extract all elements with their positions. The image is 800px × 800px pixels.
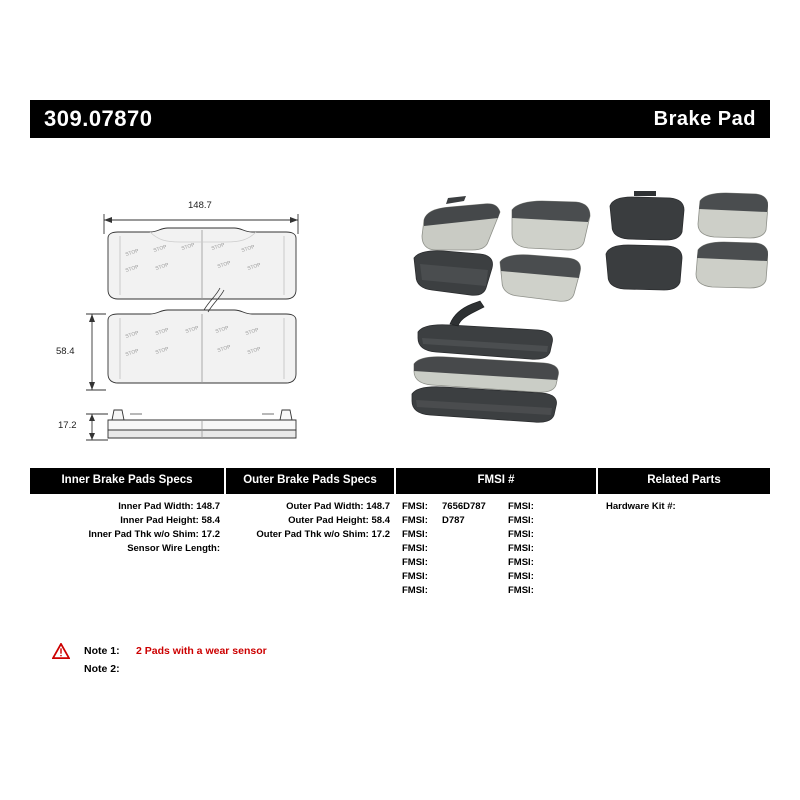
spec-body-outer xyxy=(226,494,396,620)
svg-text:STOP: STOP xyxy=(246,346,262,356)
spec-label: Inner Pad Thk w/o Shim: xyxy=(88,529,199,540)
note-value-1: 2 Pads with a wear sensor xyxy=(136,645,267,657)
fmsi-label-2: FMSI: xyxy=(508,543,534,554)
spec-label: Sensor Wire Length: xyxy=(127,543,220,554)
fmsi-row xyxy=(396,514,598,528)
svg-text:STOP: STOP xyxy=(154,346,170,356)
datasheet xyxy=(30,100,770,678)
spec-header-outer: Outer Brake Pads Specs xyxy=(226,468,396,494)
spec-body-fmsi xyxy=(396,494,598,620)
technical-drawing xyxy=(30,138,390,468)
dimension-height: 58.4 xyxy=(56,346,75,357)
svg-text:STOP: STOP xyxy=(152,244,168,254)
spec-label: Outer Pad Width: xyxy=(286,501,364,512)
fmsi-value: D787 xyxy=(442,515,465,526)
spec-body-inner xyxy=(30,494,226,620)
spec-header-inner: Inner Brake Pads Specs xyxy=(30,468,226,494)
svg-text:STOP: STOP xyxy=(210,242,226,252)
svg-text:STOP: STOP xyxy=(124,348,140,358)
spec-label: Outer Pad Height: xyxy=(288,515,369,526)
svg-text:STOP: STOP xyxy=(184,325,200,335)
spec-label: Inner Pad Height: xyxy=(120,515,199,526)
notes-section xyxy=(30,642,770,678)
header-bar xyxy=(30,100,770,138)
svg-text:STOP: STOP xyxy=(154,327,170,337)
related-label: Hardware Kit #: xyxy=(606,501,676,512)
related-row xyxy=(598,500,770,514)
spec-header-fmsi: FMSI # xyxy=(396,468,598,494)
spec-value: 17.2 xyxy=(371,529,390,540)
fmsi-row xyxy=(396,556,598,570)
spec-column-related xyxy=(598,468,770,620)
spec-row xyxy=(226,514,396,528)
svg-text:STOP: STOP xyxy=(216,260,232,270)
drawing-area xyxy=(30,138,770,468)
fmsi-label-2: FMSI: xyxy=(508,585,534,596)
fmsi-label-2: FMSI: xyxy=(508,501,534,512)
spec-row xyxy=(30,528,226,542)
fmsi-row xyxy=(396,570,598,584)
spec-value: 148.7 xyxy=(196,501,220,512)
spec-column-fmsi xyxy=(396,468,598,620)
fmsi-label: FMSI: xyxy=(402,571,428,582)
pad-photo-cluster-left xyxy=(414,196,590,301)
fmsi-value xyxy=(442,570,508,584)
spec-value: 148.7 xyxy=(366,501,390,512)
fmsi-label: FMSI: xyxy=(402,557,428,568)
spec-row xyxy=(30,500,226,514)
pad-photo-cluster-right xyxy=(606,191,768,290)
fmsi-label: FMSI: xyxy=(402,585,428,596)
spec-column-inner xyxy=(30,468,226,620)
svg-text:STOP: STOP xyxy=(124,248,140,258)
spec-column-outer xyxy=(226,468,396,620)
spec-value: 58.4 xyxy=(371,515,390,526)
fmsi-row xyxy=(396,542,598,556)
fmsi-row xyxy=(396,584,598,598)
note-label-2: Note 2: xyxy=(84,663,120,675)
fmsi-row xyxy=(396,528,598,542)
svg-text:STOP: STOP xyxy=(180,242,196,252)
product-photo-group xyxy=(388,138,768,468)
specs-table xyxy=(30,468,770,620)
svg-text:STOP: STOP xyxy=(154,262,170,272)
svg-text:STOP: STOP xyxy=(124,330,140,340)
spec-header-related: Related Parts xyxy=(598,468,770,494)
spec-row xyxy=(226,500,396,514)
svg-text:STOP: STOP xyxy=(124,264,140,274)
note-row-2 xyxy=(84,660,770,678)
fmsi-value xyxy=(442,528,508,542)
fmsi-label-2: FMSI: xyxy=(508,529,534,540)
note-label-1: Note 1: xyxy=(84,645,120,657)
svg-text:STOP: STOP xyxy=(246,262,262,272)
spec-row xyxy=(30,542,226,556)
fmsi-value xyxy=(442,542,508,556)
page-title: Brake Pad xyxy=(653,107,756,130)
spec-body-related xyxy=(598,494,770,620)
spec-value: 17.2 xyxy=(201,529,220,540)
spec-value: 58.4 xyxy=(201,515,220,526)
fmsi-row xyxy=(396,500,598,514)
spec-label: Inner Pad Width: xyxy=(118,501,194,512)
svg-text:STOP: STOP xyxy=(244,327,260,337)
fmsi-value xyxy=(442,584,508,598)
fmsi-label: FMSI: xyxy=(402,529,428,540)
spec-row xyxy=(226,528,396,542)
fmsi-label-2: FMSI: xyxy=(508,571,534,582)
fmsi-label-2: FMSI: xyxy=(508,557,534,568)
dimension-width: 148.7 xyxy=(188,200,212,211)
fmsi-value: 7656D787 xyxy=(442,501,486,512)
fmsi-label: FMSI: xyxy=(402,543,428,554)
svg-text:STOP: STOP xyxy=(216,344,232,354)
pad-photo-stacked xyxy=(412,301,558,422)
part-number: 309.07870 xyxy=(44,106,153,131)
svg-text:STOP: STOP xyxy=(214,325,230,335)
fmsi-label-2: FMSI: xyxy=(508,515,534,526)
fmsi-label: FMSI: xyxy=(402,515,428,526)
spec-label: Outer Pad Thk w/o Shim: xyxy=(256,529,369,540)
fmsi-value xyxy=(442,556,508,570)
spec-row xyxy=(30,514,226,528)
svg-text:STOP: STOP xyxy=(240,244,256,254)
fmsi-label: FMSI: xyxy=(402,501,428,512)
dimension-thickness: 17.2 xyxy=(58,420,77,431)
note-row-1 xyxy=(84,642,770,660)
warning-icon xyxy=(52,643,70,659)
